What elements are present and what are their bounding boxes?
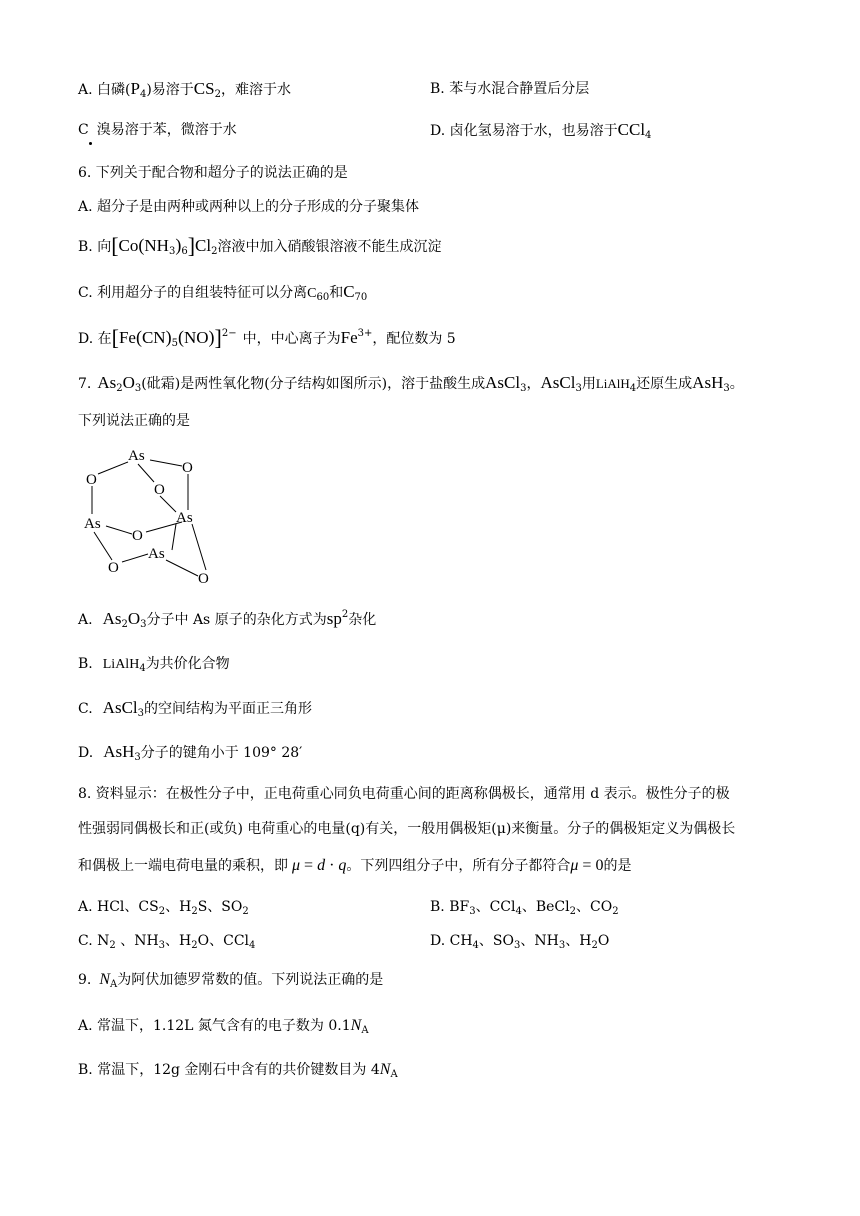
subscript: 2 [158, 906, 166, 917]
text: A. HCl、CS [78, 899, 159, 915]
subscript: 3 [723, 383, 730, 394]
text: 、H [565, 933, 592, 949]
subscript: 5 [171, 338, 178, 349]
text: A. 常温下，1.12L 氮气含有的电子数为 0.1 [78, 1018, 351, 1034]
subscript: 6 [181, 246, 188, 257]
text: 用 [581, 376, 596, 392]
paren: ( [135, 327, 142, 347]
math-symbol: N [379, 1061, 391, 1078]
text: 、H [165, 899, 192, 915]
option-letter: C. [78, 701, 93, 717]
formula: LiAlH [595, 376, 630, 391]
subscript: A [390, 1069, 398, 1080]
text: 杂化 [348, 612, 377, 628]
q9-option-b [78, 1060, 398, 1080]
text: O [597, 933, 610, 949]
text: 。 [729, 376, 744, 392]
q9-stem [78, 970, 383, 990]
formula: LiAlH [102, 657, 140, 672]
formula: C [307, 286, 317, 301]
text: D. CH [430, 933, 473, 949]
paren: ) [165, 327, 172, 347]
subscript: A [110, 979, 118, 990]
atom-o-middle: O [132, 528, 143, 544]
formula: Fe [340, 328, 358, 347]
q7-option-b [78, 654, 230, 675]
subscript: 2 [569, 906, 576, 917]
q6-stem: 6. 下列关于配合物和超分子的说法正确的是 [78, 165, 348, 181]
subscript: 2 [591, 940, 598, 951]
subscript: 2 [191, 940, 198, 951]
paren: ( [138, 235, 145, 255]
subscript: 4 [645, 130, 652, 141]
text: 的是 [603, 858, 632, 874]
text: S、SO [197, 899, 243, 915]
subscript: 3 [558, 940, 566, 951]
formula: CS [193, 79, 215, 98]
subscript: 4 [629, 383, 637, 394]
math-operator: = 0 [578, 857, 604, 874]
subscript: 60 [316, 292, 330, 303]
text: (砒霜)是两性氧化物(分子结构如图所示)，溶于盐酸生成 [141, 376, 486, 392]
formula: Cl [195, 236, 212, 255]
text: 中，中心离子为 [242, 331, 341, 347]
math-symbol: N [99, 971, 111, 988]
subscript: 4 [472, 940, 479, 951]
q7-stem-line2: 下列说法正确的是 [78, 413, 190, 429]
subscript: 3 [168, 246, 176, 257]
formula: C [343, 282, 355, 301]
text: 溶液中加入硝酸银溶液不能生成沉淀 [217, 239, 442, 255]
text: B. 向 [78, 239, 112, 255]
superscript: 2 [341, 609, 349, 620]
subscript: 3 [134, 752, 141, 763]
atom-o-bottom-right: O [198, 571, 209, 587]
atom-as-top: As [128, 448, 145, 464]
option-letter: D. [78, 745, 94, 761]
subscript: 3 [137, 708, 145, 719]
option-letter: B. [78, 656, 93, 672]
q8-stem-line2: 性强弱同偶极长和正(或负) 电荷重心的电量(q)有关，一般用偶极矩(μ)来衡量。分子的偶极矩定义为偶极长 [78, 821, 736, 837]
text: 、H [165, 933, 192, 949]
bracket: [ [111, 325, 119, 350]
option-dot [89, 142, 92, 145]
atom-as-bottom: As [148, 546, 165, 562]
text: 的空间结构为平面正三角形 [144, 701, 313, 717]
subscript: 3 [158, 940, 166, 951]
text: 为共价化合物 [145, 656, 230, 672]
subscript: A [361, 1025, 369, 1036]
formula: CN [141, 328, 166, 347]
formula: Co [118, 236, 139, 255]
formula: As [102, 609, 122, 628]
option-letter: C [78, 122, 89, 138]
text: 9. [78, 972, 92, 988]
subscript: 4 [139, 663, 146, 674]
subscript: 2 [612, 906, 619, 917]
atom-as-left: As [84, 516, 101, 532]
text: 。下列四组分子中，所有分子都符合 [346, 858, 571, 874]
q6-option-b [78, 234, 441, 257]
subscript: 2 [191, 906, 198, 917]
q7-option-d [78, 742, 302, 763]
option-letter: A. [78, 612, 93, 628]
formula: AsH [692, 373, 724, 392]
atom-o-top-right: O [182, 460, 193, 476]
text: 、NH [115, 933, 159, 949]
subscript: 2 [242, 906, 249, 917]
subscript: 3 [520, 383, 527, 394]
formula: AsCl [102, 698, 138, 717]
math-symbol: d [317, 857, 326, 874]
text: O、CCl [197, 933, 250, 949]
text: 、BeCl [521, 899, 570, 915]
formula: AsH [103, 742, 135, 761]
q8-stem-line3 [78, 856, 631, 876]
subscript: 3 [140, 619, 147, 630]
atom-o-left: O [86, 472, 97, 488]
bracket: ] [187, 233, 196, 258]
subscript: 70 [354, 292, 368, 303]
text: 分子的键角小于 109° 28′ [140, 745, 303, 761]
q7-option-c [78, 698, 312, 719]
formula: O [122, 373, 135, 392]
subscript: 4 [249, 940, 256, 951]
q7-stem [78, 373, 744, 394]
text: 7. [78, 376, 92, 392]
formula: sp [326, 609, 342, 628]
text: )易溶于 [146, 82, 194, 98]
text: ， [526, 376, 541, 392]
q6-option-d [78, 326, 456, 349]
as4o6-structure-diagram [78, 442, 228, 590]
formula: CCl [617, 120, 646, 139]
text: A. 白磷( [78, 82, 131, 98]
text: 、CCl [475, 899, 516, 915]
text: C. 利用超分子的自组装特征可以分离 [78, 285, 308, 301]
q8-option-a [78, 897, 249, 917]
text: 还原生成 [636, 376, 693, 392]
math-symbol: N [350, 1017, 362, 1034]
atom-as-right: As [176, 510, 193, 526]
subscript: 3 [469, 906, 476, 917]
bracket: [ [111, 233, 119, 258]
math-operator: = [300, 857, 318, 874]
text: 溴易溶于苯，微溶于水 [96, 122, 237, 138]
paren: ) [175, 235, 182, 255]
q8-option-d [430, 931, 609, 951]
formula: NH [144, 236, 169, 255]
q6-option-a: A. 超分子是由两种或两种以上的分子形成的分子聚集体 [78, 199, 420, 215]
superscript: 2− [221, 328, 237, 339]
text: 、CO [576, 899, 613, 915]
math-operator: · [325, 857, 339, 874]
text: 和 [329, 285, 344, 301]
subscript: 2 [116, 383, 123, 394]
q8-option-c [78, 931, 255, 951]
text: 、SO [478, 933, 514, 949]
math-symbol: μ [292, 857, 301, 874]
atom-o-center: O [154, 482, 165, 498]
formula: NO [183, 328, 209, 347]
subscript: 2 [121, 619, 128, 630]
paren: ( [177, 327, 184, 347]
q8-option-b [430, 897, 619, 917]
subscript: 4 [139, 89, 147, 100]
formula: AsCl [485, 373, 521, 392]
q5-option-b: B. 苯与水混合静置后分层 [430, 81, 590, 97]
atom-o-bottom-left: O [108, 560, 119, 576]
text: D. 卤化氢易溶于水，也易溶于 [430, 123, 618, 139]
paren: ) [208, 327, 215, 347]
subscript: 3 [134, 383, 142, 394]
math-symbol: μ [570, 857, 579, 874]
formula: AsCl [540, 373, 576, 392]
bracket: ] [214, 325, 222, 350]
formula: Fe [118, 328, 136, 347]
text: 、NH [520, 933, 559, 949]
superscript: 3+ [357, 328, 373, 339]
q9-option-a [78, 1016, 369, 1036]
subscript: 2 [211, 246, 218, 257]
text: B. 常温下，12g 金刚石中含有的共价键数目为 4 [78, 1062, 380, 1078]
q5-option-d [430, 120, 651, 141]
text: D. 在 [78, 331, 112, 347]
subscript: 2 [214, 89, 221, 100]
subscript: 4 [515, 906, 522, 917]
formula: O [127, 609, 141, 628]
formula: As [97, 373, 117, 392]
subscript: 3 [575, 383, 582, 394]
q6-option-c [78, 282, 367, 304]
q7-option-a [78, 609, 376, 630]
text: 和偶极上一端电荷电量的乘积，即 [78, 858, 288, 874]
text: ，难溶于水 [220, 82, 291, 98]
formula: P [130, 79, 140, 98]
text: C. N [78, 933, 110, 949]
q5-option-c [78, 120, 237, 140]
text: B. BF [430, 899, 470, 915]
text: 为阿伏加德罗常数的值。下列说法正确的是 [117, 972, 384, 988]
text: 分子中 As 原子的杂化方式为 [146, 612, 327, 628]
subscript: 2 [109, 940, 116, 951]
subscript: 3 [514, 940, 521, 951]
text: ，配位数为 5 [372, 331, 456, 347]
math-symbol: q [338, 857, 347, 874]
q8-stem-line1: 8. 资料显示：在极性分子中，正电荷重心同负电荷重心间的距离称偶极长，通常用 d 表示。极性分子的极 [78, 786, 730, 802]
q5-option-a [78, 79, 291, 100]
